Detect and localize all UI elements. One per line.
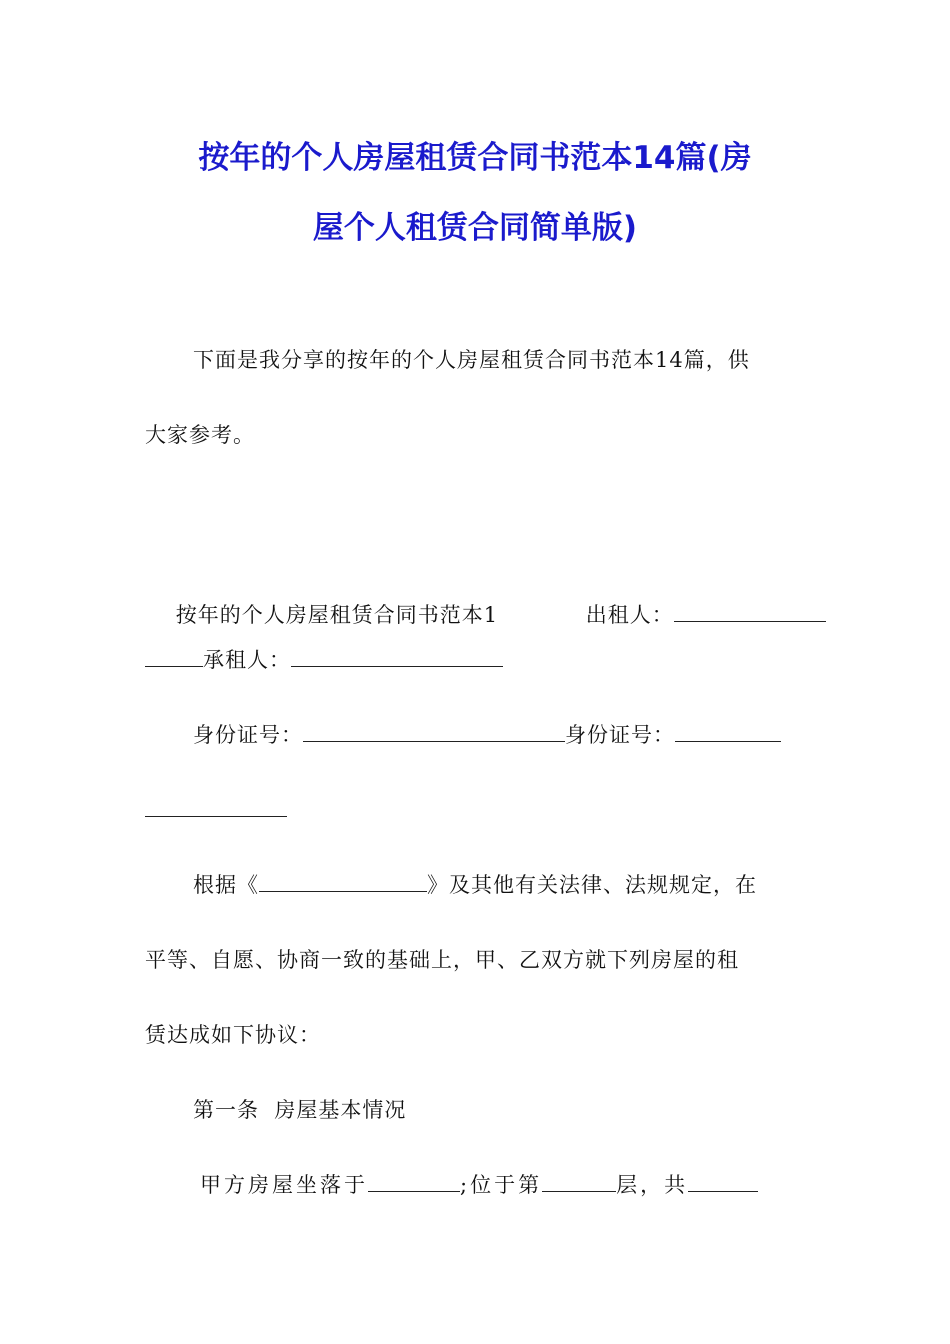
floor-suffix: 层，共 — [616, 1173, 689, 1197]
intro-paragraph-line-1: 下面是我分享的按年的个人房屋租赁合同书范本14篇，供 — [193, 348, 750, 372]
lessor-id-label: 身份证号： — [193, 723, 303, 747]
basis-prefix: 根据《 — [193, 873, 259, 897]
total-floors-blank — [688, 1173, 758, 1192]
basis-paragraph-line-2: 平等、自愿、协商一致的基础上，甲、乙双方就下列房屋的租 — [145, 948, 739, 972]
id-number-line-continued — [145, 795, 287, 825]
floor-label: ;位于第 — [460, 1173, 543, 1197]
location-blank — [368, 1173, 460, 1192]
lessee-id-blank-continued — [145, 798, 287, 817]
lessee-line — [145, 645, 503, 675]
intro-paragraph-line-2: 大家参考。 — [145, 423, 255, 447]
lessee-id-blank — [675, 723, 781, 742]
lessee-id-label: 身份证号： — [565, 723, 675, 747]
lessee-blank — [291, 648, 503, 667]
law-name-blank — [259, 873, 427, 892]
location-line — [200, 1170, 758, 1200]
basis-paragraph-line-3: 赁达成如下协议： — [145, 1023, 321, 1047]
document-title-line-1: 按年的个人房屋租赁合同书范本14篇(房 — [198, 140, 752, 176]
sample-heading: 按年的个人房屋租赁合同书范本1 — [175, 603, 499, 627]
document-title-line-2: 屋个人租赁合同简单版) — [312, 210, 638, 246]
id-number-line — [193, 720, 781, 750]
location-label: 甲方房屋坐落于 — [200, 1173, 368, 1197]
lessor-label: 出租人： — [585, 603, 674, 627]
article-1-title: 第一条 房屋基本情况 — [193, 1098, 407, 1122]
lessor-blank — [674, 603, 826, 622]
basis-paragraph-line-1 — [193, 870, 757, 900]
lessee-label: 承租人： — [203, 648, 291, 672]
lessor-line — [555, 570, 826, 660]
lessor-blank-continued — [145, 648, 203, 667]
floor-blank — [542, 1173, 616, 1192]
lessor-id-blank — [303, 723, 565, 742]
basis-suffix: 》及其他有关法律、法规规定，在 — [427, 873, 757, 897]
